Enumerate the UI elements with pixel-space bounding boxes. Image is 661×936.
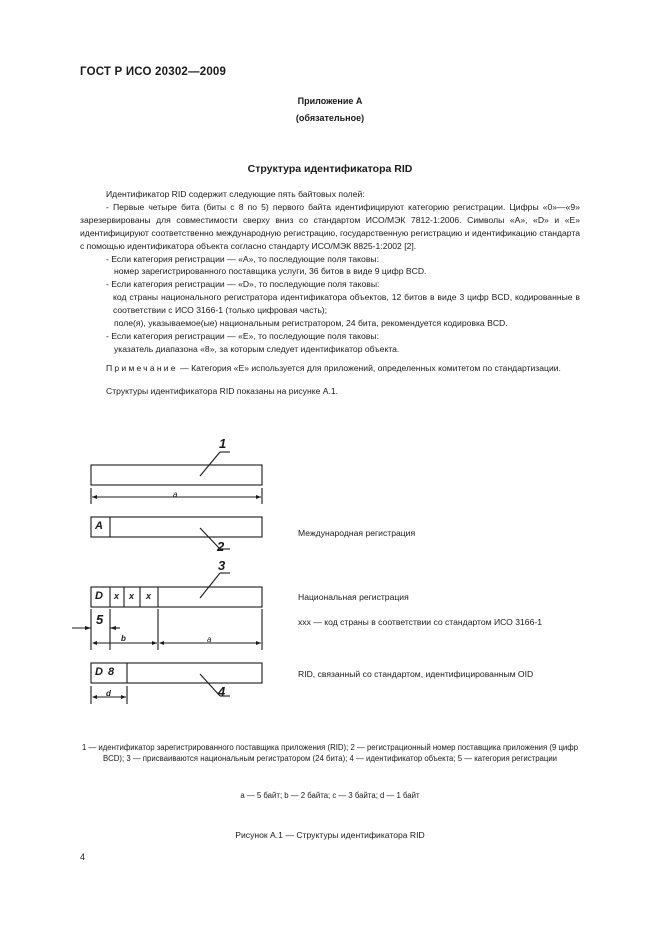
paragraph-fields-d2: поле(я), указываемое(ые) национальным регистратором, 24 бита, рекомендуется кодировка BCD. xyxy=(114,318,508,329)
label-oid: RID, связанный со стандартом, идентифицированным OID xyxy=(298,669,534,679)
callout-4: 4 xyxy=(218,684,226,699)
cell-x-3: x xyxy=(146,591,152,601)
callout-1-leader xyxy=(200,452,220,476)
paragraph-category: - Первые четыре бита (биты с 8 по 5) первого байта идентифицируют категорию регистрации. Цифры «0»—«9» зарезервированы для совместимости сверху вниз со стандартом ИСО/МЭК 7812-1:2006. Символы «A», «D» и «E» идентифицируют соответственно международную регистрацию, государственную регистрацию и идентификацию стандарта с помощью идентификатора объекта согласно стандарту ИСО/МЭК 8825-1:2002 [2]. xyxy=(80,201,580,251)
note-text: — Категория «E» используется для приложений, определенных комитетом по стандартизации. xyxy=(177,362,561,373)
international-field xyxy=(91,517,262,537)
cell-d8: D 8 xyxy=(95,666,116,678)
cell-x-2: x xyxy=(129,591,135,601)
paragraph-category-a: - Если категория регистрации — «A», то последующие поля таковы: xyxy=(106,253,379,264)
note-label: Примечание xyxy=(106,362,178,373)
dimension-a-2: a xyxy=(207,635,212,644)
paragraph-intro: Идентификатор RID содержит следующие пять байтовых полей: xyxy=(106,189,365,199)
cell-d: D xyxy=(95,590,103,602)
dimension-a-1: a xyxy=(173,490,178,499)
page-number: 4 xyxy=(80,852,86,862)
callout-4-leader xyxy=(200,674,220,696)
paragraph-fields-e: указатель диапазона «8», за которым следует идентификатор объекта. xyxy=(114,343,400,354)
label-national: Национальная регистрация xyxy=(298,592,409,602)
annex-title: Приложение A xyxy=(297,96,363,106)
paragraph-fields-a: номер зарегистрированного поставщика услуги, 36 битов в виде 9 цифр BCD. xyxy=(114,266,427,277)
figure-caption: Рисунок A.1 — Структуры идентификатора RID xyxy=(235,830,425,840)
paragraph-fields-d1: код страны национального регистратора идентификатора объектов, 12 битов в виде 3 цифр BCD, кодированные в соответствии с ИСО 3166-1 (только цифровая часть); xyxy=(113,292,580,316)
figure-intro: Структуры идентификатора RID показаны на рисунке A.1. xyxy=(106,385,339,396)
figure-legend: 1 — идентификатор зарегистрированного поставщика приложения (RID); 2 — регистрационный номер поставщика приложения (9 цифр BCD); 3 — присваиваются национальным регистратором (24 бита); 4 — идентификатор объекта; 5 — категория регистрации xyxy=(81,743,579,764)
dimension-d: d xyxy=(106,689,111,698)
callout-3: 3 xyxy=(218,558,226,573)
oid-field xyxy=(91,663,262,683)
cell-x-1: x xyxy=(114,591,120,601)
section-title: Структура идентификатора RID xyxy=(247,163,413,175)
dimension-b: b xyxy=(121,634,126,643)
callout-1: 1 xyxy=(219,436,227,451)
cell-a: A xyxy=(95,520,103,532)
callout-3-leader xyxy=(200,573,220,598)
label-international: Международная регистрация xyxy=(298,528,416,538)
callout-5: 5 xyxy=(96,612,104,627)
callout-2: 2 xyxy=(217,539,225,554)
annex-status: (обязательное) xyxy=(295,113,365,123)
paragraph-category-d: - Если категория регистрации — «D», то последующие поля таковы: xyxy=(106,279,380,290)
rid-field-1 xyxy=(91,465,262,485)
figure-variables: a — 5 байт; b — 2 байта; c — 3 байта; d — 1 байт xyxy=(240,791,420,800)
label-xxx: xxx — код страны в соответствии со стандартом ИСО 3166-1 xyxy=(298,617,542,627)
paragraph-category-e: - Если категория регистрации — «E», то последующие поля таковы: xyxy=(106,330,379,341)
document-header: ГОСТ Р ИСО 20302—2009 xyxy=(80,66,227,78)
